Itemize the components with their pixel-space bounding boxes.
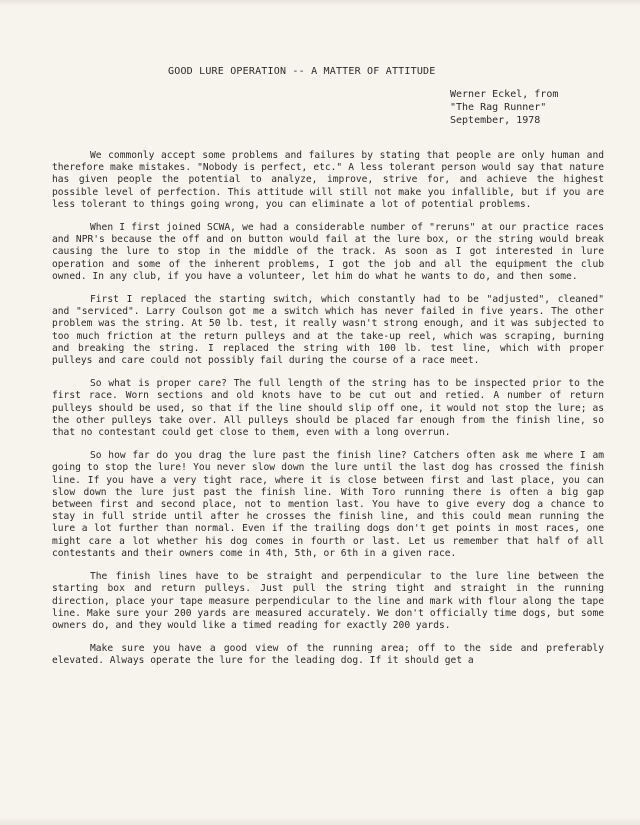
paragraph: So what is proper care? The full length of the string has to be inspected prior to the first race. Worn sections and old knots have to be cut out and retied. A number of return pulleys should be used, so that if the line should slip off one, it would not stop the lure; as the other pulleys take over. All pulleys should be placed far enough from the finish line, so that no contestant could get close to them, even with a long overrun. bbox=[52, 378, 604, 439]
byline-author: Werner Eckel, from bbox=[450, 89, 559, 100]
byline-source: "The Rag Runner" bbox=[450, 102, 547, 113]
paragraph: When I first joined SCWA, we had a considerable number of "reruns" at our practice races and NPR's because the off and on button would fail at the lure box, or the string would break causing the lure to stop in the middle of the track. As soon as I got interested in lure operation and some of the inherent problems, I got the job and all the equipment the club owned. In any club, if you have a volunteer, let him do what he wants to do, and then some. bbox=[52, 222, 604, 282]
body-text bbox=[52, 150, 604, 679]
byline-date: September, 1978 bbox=[450, 115, 541, 126]
paragraph: The finish lines have to be straight and perpendicular to the lure line between the starting box and return pulleys. Just pull the string tight and straight in the running direction, place your tape measure perpendicular to the line and mark with flour along the tape line. Make sure your 200 yards are measured accurately. We don't officially time dogs, but some owners do, and they would like a timed reading for exactly 200 yards. bbox=[52, 571, 604, 631]
scan-edge bbox=[0, 0, 640, 6]
paragraph: So how far do you drag the lure past the finish line? Catchers often ask me where I am going to stop the lure! You never slow down the lure until the last dog has crossed the finish line. If you have a very tight race, where it is close between first and last place, you can slow down the lure just past the finish line. With Toro running there is often a big gap between first and second place, not to mention last. You have to give every dog a chance to stay in full stride until after he crosses the finish line, and this could mean running the lure a lot further than normal. Even if the trailing dogs don't get points in most races, one might care a lot whether his dog comes in fourth or last. Let us remember that half of all contestants and their owners come in 4th, 5th, or 6th in a given race. bbox=[52, 450, 604, 559]
document-title: GOOD LURE OPERATION -- A MATTER OF ATTITUDE bbox=[168, 66, 436, 77]
scan-edge bbox=[0, 817, 640, 825]
byline bbox=[450, 88, 558, 127]
paragraph: Make sure you have a good view of the running area; off to the side and preferably elevated. Always operate the lure for the leading dog. If it should get a bbox=[52, 643, 604, 667]
paragraph: First I replaced the starting switch, which constantly had to be "adjusted", cleaned" and "serviced". Larry Coulson got me a switch which has never failed in five years. The other problem was the string. At 50 lb. test, it really wasn't strong enough, and it was subjected to too much friction at the return pulleys and at the take-up reel, which was scraping, burning and breaking the string. I replaced the string with 100 lb. test line, which with proper pulleys and care could not possibly fail during the course of a race meet. bbox=[52, 294, 604, 367]
paragraph: We commonly accept some problems and failures by stating that people are only human and therefore make mistakes. "Nobody is perfect, etc." A less tolerant person would say that nature has given people the potential to analyze, improve, strive for, and achieve the highest possible level of perfection. This attitude will still not make you infallible, but if you are less tolerant to things going wrong, you can eliminate a lot of potential problems. bbox=[52, 150, 604, 210]
